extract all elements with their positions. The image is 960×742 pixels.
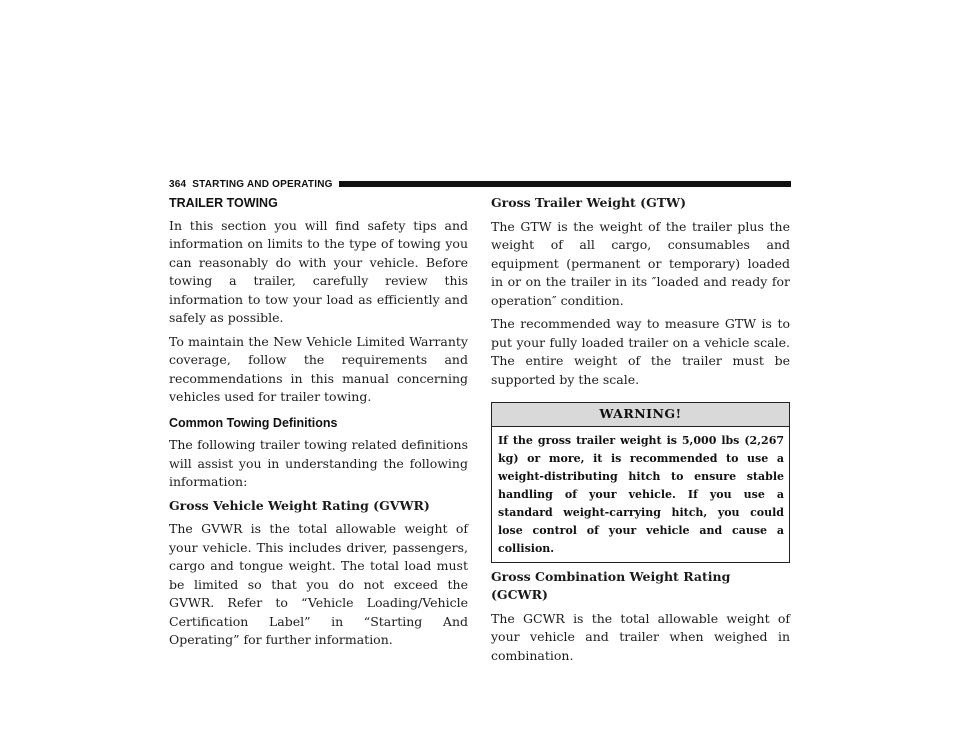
- warranty-paragraph: To maintain the New Vehicle Limited Warranty coverage, follow the requirements and recommendations in this manual concerning vehicles used for trailer towing.: [169, 333, 468, 404]
- header-rule: [339, 181, 791, 187]
- left-column: [169, 194, 468, 655]
- definitions-intro: The following trailer towing related definitions will assist you in understanding the following information:: [169, 437, 468, 489]
- gvwr-heading: Gross Vehicle Weight Rating (GVWR): [169, 497, 430, 513]
- page-header: [169, 177, 791, 191]
- gvwr-paragraph: The GVWR is the total allowable weight of your vehicle. This includes driver, passengers, cargo and tongue weight. The total load must be limited so that you do not exceed the GVWR. Refer to “Vehicle Loading/Vehicle Certification Label” in “Starting And Operating” for further information.: [169, 521, 468, 647]
- warning-box: [491, 402, 790, 563]
- gtw-paragraph: The GTW is the weight of the trailer plus the weight of all cargo, consumables and equipment (permanent or temporary) loaded in or on the trailer in its ″loaded and ready for operation″ condition.: [491, 218, 790, 308]
- page-number: 364: [169, 178, 187, 190]
- section-name: STARTING AND OPERATING: [192, 178, 333, 190]
- gcwr-paragraph: The GCWR is the total allowable weight of your vehicle and trailer when weighed in combination.: [491, 610, 790, 663]
- definitions-subheading: Common Towing Definitions: [169, 415, 338, 430]
- warning-title: WARNING!: [492, 403, 789, 427]
- gtw-heading: Gross Trailer Weight (GTW): [491, 195, 687, 210]
- section-title: TRAILER TOWING: [169, 196, 278, 210]
- gcwr-heading: Gross Combination Weight Rating (GCWR): [491, 568, 731, 602]
- right-column: [491, 194, 790, 670]
- gtw-measure-paragraph: The recommended way to measure GTW is to put your fully loaded trailer on a vehicle scale. The entire weight of the trailer must be supported by the scale.: [491, 316, 790, 387]
- intro-paragraph: In this section you will find safety tips and information on limits to the type of towing you can reasonably do with your vehicle. Before towing a trailer, carefully review this information to tow your load as efficiently and safely as possible.: [169, 217, 468, 325]
- warning-text: If the gross trailer weight is 5,000 lbs (2,267 kg) or more, it is recommended to use a weight-distributing hitch to ensure stable handling of your vehicle. If you use a standard weight-carrying hitch, you could lose control of your vehicle and cause a collision.: [498, 433, 784, 555]
